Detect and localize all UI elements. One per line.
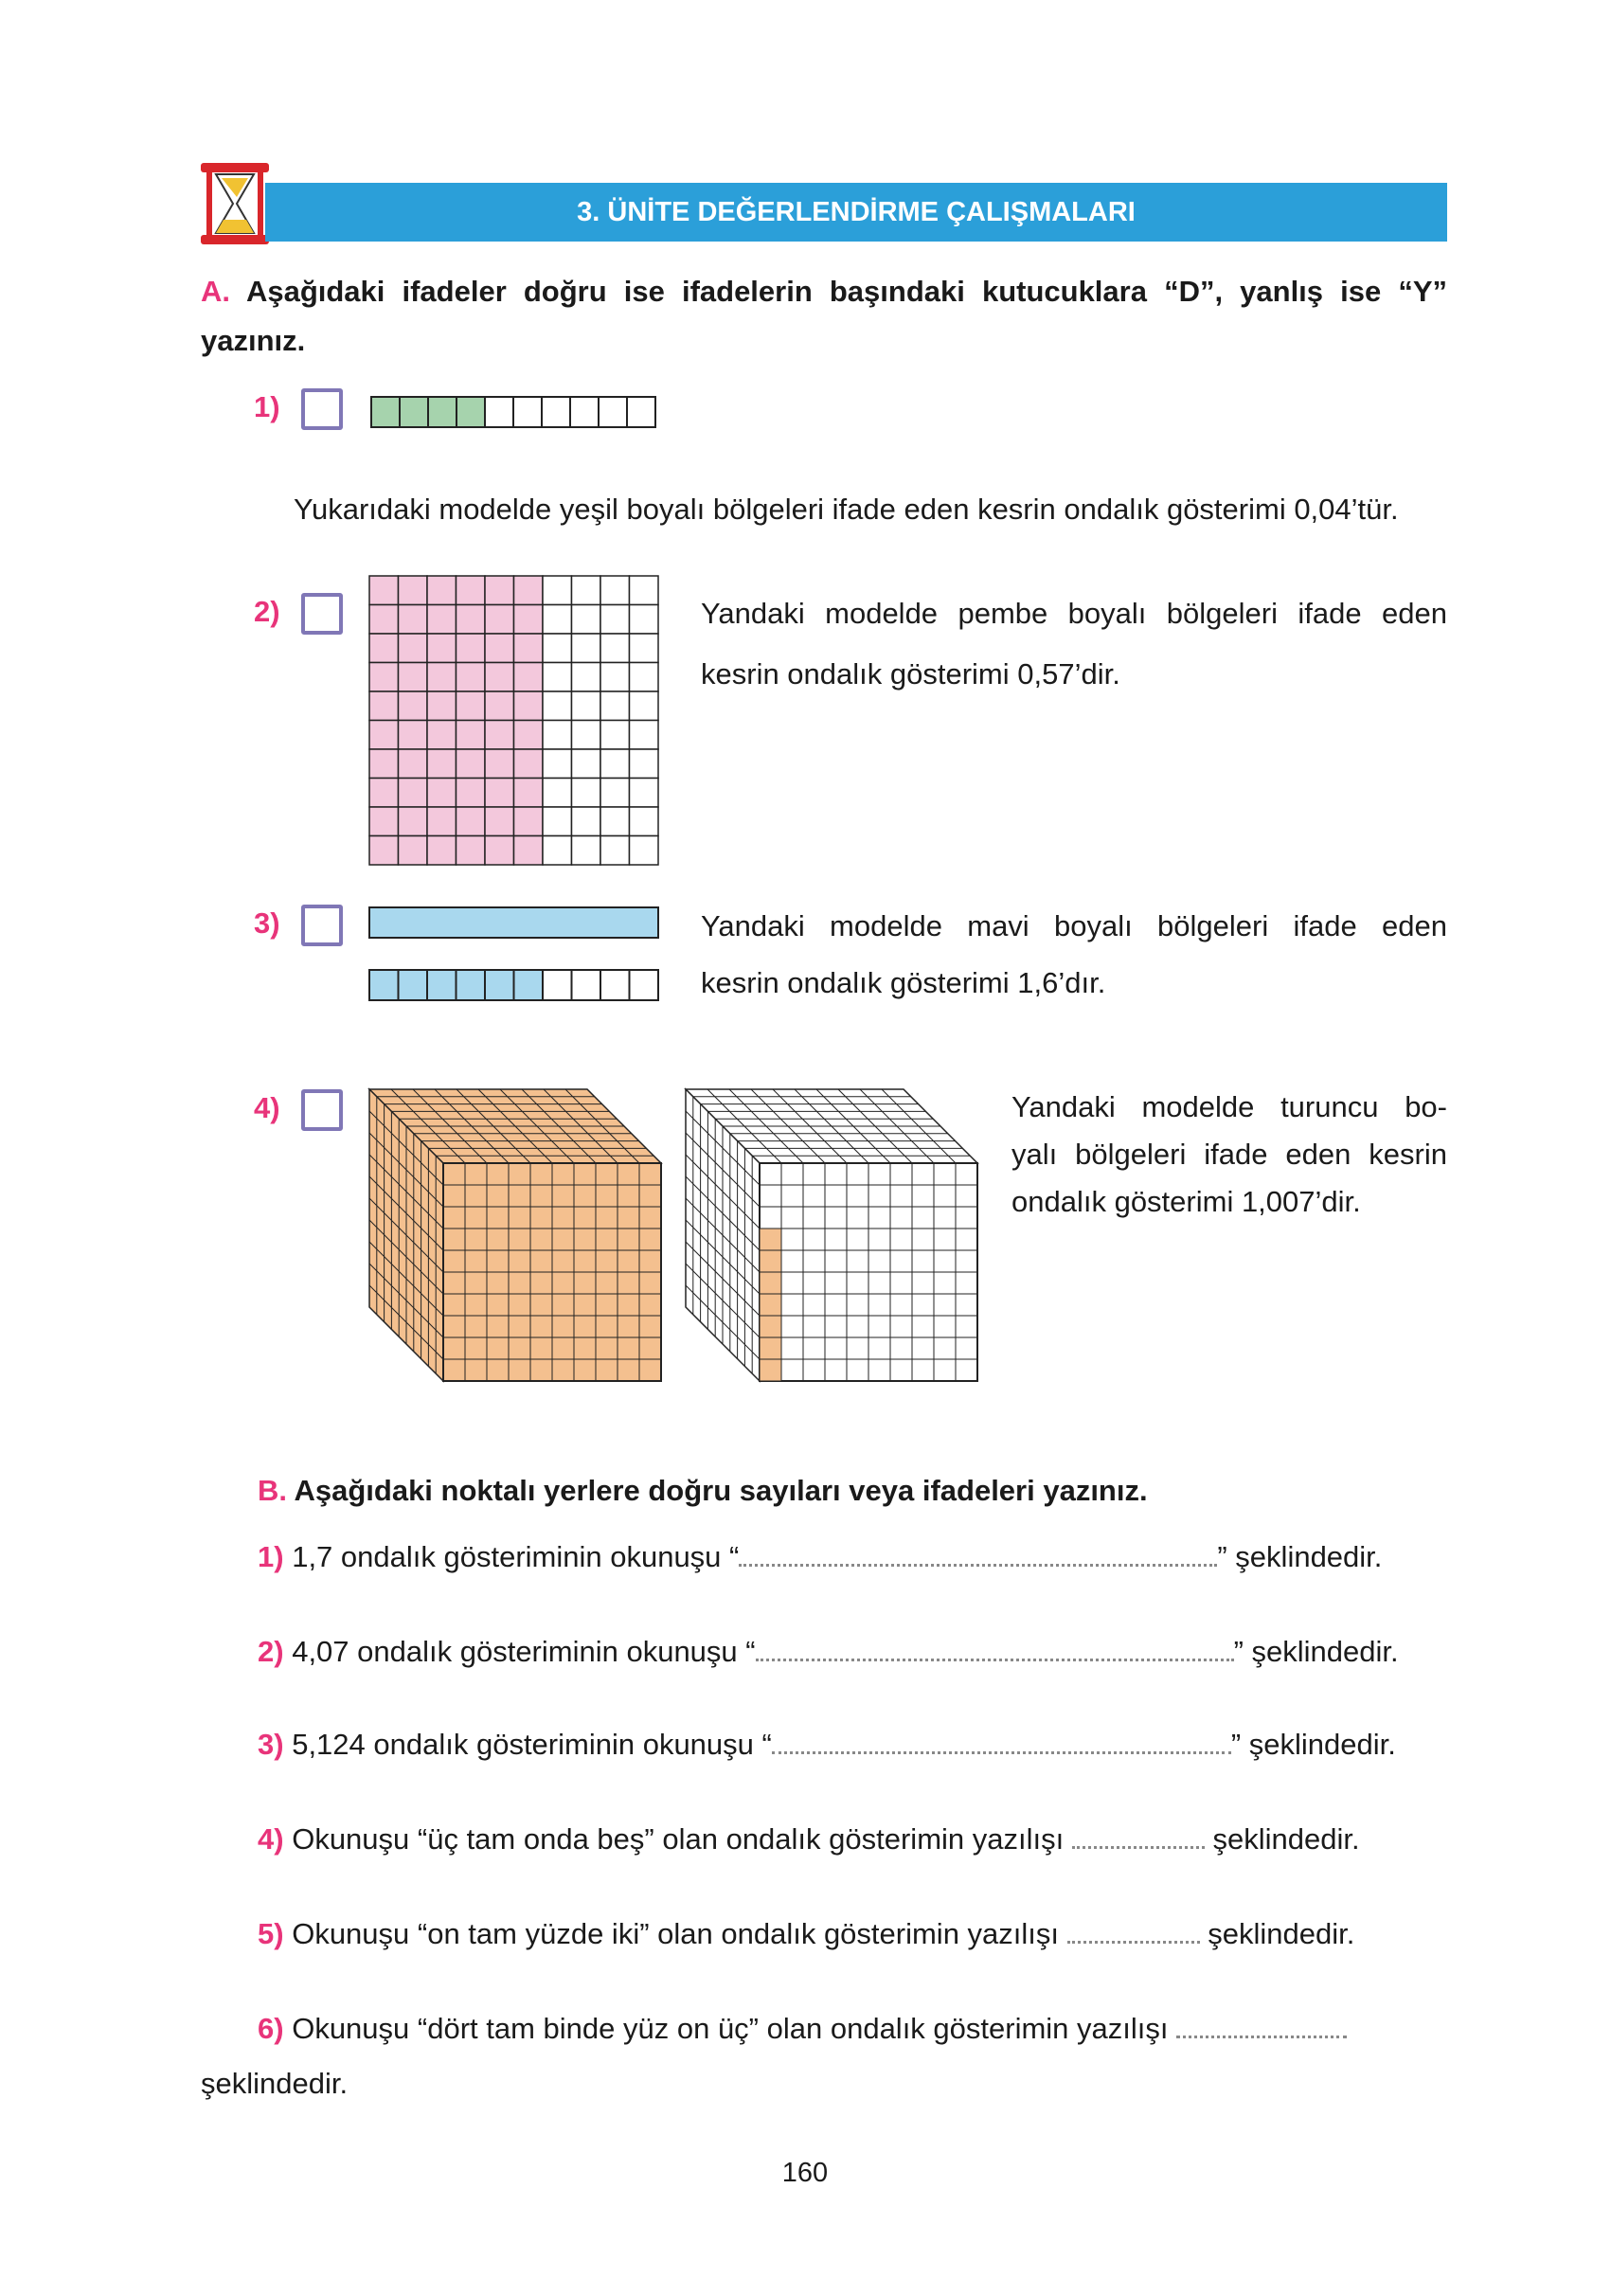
grid-cell xyxy=(369,779,399,808)
item-a2-statement-line2: kesrin ondalık gösterimi 0,57’dir. xyxy=(701,657,1120,691)
strip-cell xyxy=(485,970,514,1000)
strip-cell xyxy=(627,397,655,427)
item-a3-statement-line1: Yandaki modelde mavi boyalı bölgeleri ifade eden xyxy=(701,909,1447,942)
grid-cell xyxy=(399,779,428,808)
item-b4-text-after: şeklindedir. xyxy=(1212,1822,1360,1856)
item-a4-statement-line2: yalı bölgeleri ifade eden kesrin xyxy=(1011,1138,1447,1171)
strip-cell xyxy=(456,397,485,427)
item-a4-partial-cube xyxy=(684,1087,979,1387)
strip-cell xyxy=(599,397,627,427)
grid-cell xyxy=(600,836,630,866)
item-a4-orange-cube xyxy=(367,1087,663,1387)
item-a1-answer-box[interactable] xyxy=(301,388,343,430)
section-b-instruction xyxy=(258,1466,1447,1516)
grid-cell xyxy=(630,576,659,605)
grid-cell xyxy=(485,605,514,635)
item-a4-statement-line1: Yandaki modelde turuncu bo- xyxy=(1011,1090,1447,1123)
item-b3-blank[interactable] xyxy=(772,1725,1231,1754)
grid-cell xyxy=(630,749,659,779)
grid-cell xyxy=(369,749,399,779)
grid-cell xyxy=(572,836,601,866)
grid-cell xyxy=(514,836,544,866)
grid-cell xyxy=(514,807,544,836)
item-a2-answer-box[interactable] xyxy=(301,593,343,635)
grid-cell xyxy=(369,634,399,663)
grid-cell xyxy=(369,691,399,721)
grid-cell xyxy=(399,691,428,721)
item-a4-statement-line3: ondalık gösterimi 1,007’dir. xyxy=(1011,1185,1361,1218)
grid-cell xyxy=(572,663,601,692)
item-a3-answer-box[interactable] xyxy=(301,905,343,946)
item-b4-number: 4) xyxy=(258,1822,284,1856)
item-b5-text-after: şeklindedir. xyxy=(1208,1917,1355,1950)
grid-cell xyxy=(427,749,456,779)
grid-cell xyxy=(543,605,572,635)
grid-cell xyxy=(427,779,456,808)
item-b1 xyxy=(258,1529,1447,1586)
grid-cell xyxy=(369,605,399,635)
item-a1-strip-model xyxy=(369,396,663,428)
grid-cell xyxy=(630,836,659,866)
grid-cell xyxy=(485,634,514,663)
strip-cell xyxy=(485,397,513,427)
grid-cell xyxy=(630,721,659,750)
item-a3-strip-model xyxy=(367,906,663,1004)
grid-cell xyxy=(572,721,601,750)
item-b6-line1 xyxy=(258,2000,1447,2057)
section-a-instruction xyxy=(201,267,1447,366)
strip-cell xyxy=(572,970,601,1000)
grid-cell xyxy=(485,721,514,750)
item-a4-answer-box[interactable] xyxy=(301,1089,343,1131)
grid-cell xyxy=(485,807,514,836)
item-b1-text-after: ” şeklindedir. xyxy=(1217,1540,1383,1573)
grid-cell xyxy=(456,634,486,663)
grid-cell xyxy=(399,721,428,750)
section-a-instruction-text: Aşağıdaki ifadeler doğru ise ifadelerin başındaki kutucuklara “D”, yanlış ise “Y” yazınız. xyxy=(201,275,1448,357)
section-b-letter: B. xyxy=(258,1474,287,1507)
grid-cell xyxy=(543,749,572,779)
grid-cell xyxy=(399,663,428,692)
grid-cell xyxy=(456,576,486,605)
grid-cell xyxy=(572,576,601,605)
grid-cell xyxy=(399,749,428,779)
item-b1-text-before: 1,7 ondalık gösteriminin okunuşu “ xyxy=(292,1540,740,1573)
item-a3-statement-line2: kesrin ondalık gösterimi 1,6’dır. xyxy=(701,966,1106,999)
grid-cell xyxy=(427,605,456,635)
grid-cell xyxy=(572,634,601,663)
grid-cell xyxy=(369,663,399,692)
grid-cell xyxy=(600,691,630,721)
grid-cell xyxy=(399,605,428,635)
item-a3-number: 3) xyxy=(254,906,280,940)
orange-units xyxy=(760,1229,781,1381)
item-a1-statement: Yukarıdaki modelde yeşil boyalı bölgeleri ifade eden kesrin ondalık gösterimi 0,04’tür. xyxy=(294,493,1399,526)
grid-cell xyxy=(369,576,399,605)
grid-cell xyxy=(630,634,659,663)
grid-cell xyxy=(514,576,544,605)
grid-cell xyxy=(543,663,572,692)
grid-cell xyxy=(514,605,544,635)
grid-cell xyxy=(543,576,572,605)
grid-cell xyxy=(514,721,544,750)
grid-cell xyxy=(485,779,514,808)
grid-cell xyxy=(399,576,428,605)
item-b5-blank[interactable] xyxy=(1067,1914,1200,1944)
hourglass-icon xyxy=(199,161,271,246)
grid-cell xyxy=(600,779,630,808)
strip-cell xyxy=(570,397,599,427)
grid-cell xyxy=(600,576,630,605)
strip-cell xyxy=(543,970,572,1000)
grid-cell xyxy=(572,779,601,808)
item-b2-text-before: 4,07 ondalık gösteriminin okunuşu “ xyxy=(292,1635,756,1668)
strip-cell xyxy=(399,970,428,1000)
grid-cell xyxy=(630,691,659,721)
grid-cell xyxy=(427,691,456,721)
grid-cell xyxy=(514,779,544,808)
grid-cell xyxy=(630,779,659,808)
strip-cell xyxy=(427,970,456,1000)
whole-strip xyxy=(369,907,658,938)
grid-cell xyxy=(427,807,456,836)
grid-cell xyxy=(456,663,486,692)
grid-cell xyxy=(543,721,572,750)
grid-cell xyxy=(514,749,544,779)
grid-cell xyxy=(572,691,601,721)
grid-cell xyxy=(456,691,486,721)
item-b4-text-before: Okunuşu “üç tam onda beş” olan ondalık gösterimin yazılışı xyxy=(292,1822,1065,1856)
grid-cell xyxy=(600,749,630,779)
grid-cell xyxy=(485,749,514,779)
item-b2 xyxy=(258,1623,1447,1680)
grid-cell xyxy=(456,749,486,779)
grid-cell xyxy=(485,836,514,866)
item-b3-text-after: ” şeklindedir. xyxy=(1230,1728,1396,1761)
item-b6-text-after: şeklindedir. xyxy=(201,2067,349,2100)
section-a-letter: A. xyxy=(201,275,230,308)
grid-cell xyxy=(427,634,456,663)
item-a2-statement-line1: Yandaki modelde pembe boyalı bölgeleri ifade eden xyxy=(701,597,1447,630)
item-a2-number: 2) xyxy=(254,595,280,628)
grid-cell xyxy=(572,605,601,635)
strip-cell xyxy=(456,970,486,1000)
grid-cell xyxy=(514,691,544,721)
strip-cell xyxy=(542,397,570,427)
grid-cell xyxy=(543,807,572,836)
grid-cell xyxy=(630,807,659,836)
unit-title-banner: 3. ÜNİTE DEĞERLENDİRME ÇALIŞMALARI xyxy=(265,183,1447,242)
grid-cell xyxy=(399,634,428,663)
item-a1-number: 1) xyxy=(254,390,280,423)
strip-cell xyxy=(514,970,544,1000)
item-b2-text-after: ” şeklindedir. xyxy=(1233,1635,1399,1668)
item-a4-number: 4) xyxy=(254,1091,280,1124)
grid-cell xyxy=(399,836,428,866)
grid-cell xyxy=(427,721,456,750)
grid-cell xyxy=(427,663,456,692)
item-b1-number: 1) xyxy=(258,1540,284,1573)
grid-cell xyxy=(369,721,399,750)
grid-cell xyxy=(543,691,572,721)
strip-cell xyxy=(369,970,399,1000)
grid-cell xyxy=(630,663,659,692)
grid-cell xyxy=(456,836,486,866)
item-b4-blank[interactable] xyxy=(1072,1820,1205,1849)
item-b5-number: 5) xyxy=(258,1917,284,1950)
grid-cell xyxy=(543,779,572,808)
strip-cell xyxy=(630,970,659,1000)
grid-cell xyxy=(543,836,572,866)
page-number: 160 xyxy=(781,2158,829,2188)
grid-cell xyxy=(456,779,486,808)
grid-cell xyxy=(514,634,544,663)
grid-cell xyxy=(485,663,514,692)
item-b5-text-before: Okunuşu “on tam yüzde iki” olan ondalık gösterimin yazılışı xyxy=(292,1917,1060,1950)
item-b1-blank[interactable] xyxy=(739,1537,1217,1567)
grid-cell xyxy=(456,721,486,750)
item-b6-number: 6) xyxy=(258,2012,284,2045)
grid-cell xyxy=(456,807,486,836)
grid-cell xyxy=(543,634,572,663)
strip-cell xyxy=(400,397,428,427)
strip-cell xyxy=(513,397,542,427)
grid-cell xyxy=(399,807,428,836)
item-b6-text-before: Okunuşu “dört tam binde yüz on üç” olan ondalık gösterimin yazılışı xyxy=(292,2012,1169,2045)
item-b4 xyxy=(258,1811,1447,1868)
grid-cell xyxy=(630,605,659,635)
grid-cell xyxy=(514,663,544,692)
strip-cell xyxy=(428,397,456,427)
item-b3-number: 3) xyxy=(258,1728,284,1761)
grid-cell xyxy=(600,721,630,750)
grid-cell xyxy=(600,663,630,692)
grid-cell xyxy=(572,807,601,836)
item-b3-text-before: 5,124 ondalık gösteriminin okunuşu “ xyxy=(292,1728,772,1761)
item-b6-blank[interactable] xyxy=(1176,2009,1347,2038)
grid-cell xyxy=(485,691,514,721)
item-a2-grid-model xyxy=(367,574,663,870)
grid-cell xyxy=(572,749,601,779)
strip-cell xyxy=(600,970,630,1000)
grid-cell xyxy=(427,576,456,605)
grid-cell xyxy=(369,836,399,866)
grid-cell xyxy=(485,576,514,605)
item-b2-blank[interactable] xyxy=(756,1632,1234,1661)
item-b3 xyxy=(258,1716,1447,1773)
section-b-instruction-text: Aşağıdaki noktalı yerlere doğru sayıları veya ifadeleri yazınız. xyxy=(294,1474,1148,1507)
item-b5 xyxy=(258,1906,1447,1963)
strip-cell xyxy=(371,397,400,427)
grid-cell xyxy=(427,836,456,866)
grid-cell xyxy=(456,605,486,635)
grid-cell xyxy=(369,807,399,836)
grid-cell xyxy=(600,634,630,663)
grid-cell xyxy=(600,807,630,836)
grid-cell xyxy=(600,605,630,635)
item-b2-number: 2) xyxy=(258,1635,284,1668)
